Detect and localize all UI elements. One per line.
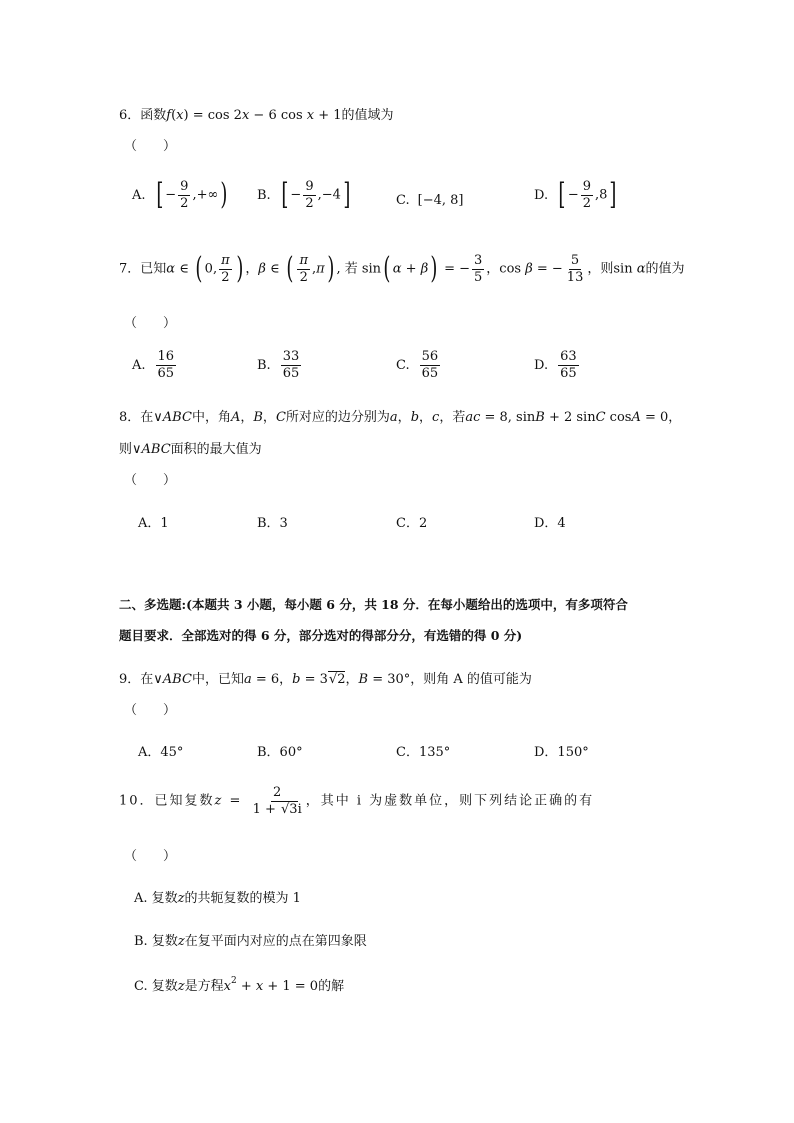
- q6-option-b[interactable]: B. [ − $\frac{9}{2}$ ,−4]: [257, 177, 351, 213]
- q10-option-a-label: A. 复数: [134, 891, 178, 906]
- q8-paren: （ ）: [124, 473, 177, 488]
- q7-option-d[interactable]: [534, 350, 581, 380]
- q6-option-c[interactable]: [396, 193, 463, 208]
- q7-option-a-num: 16: [157, 349, 175, 364]
- q8-stem-line2: 则∨ABC面积的最大值为: [119, 442, 262, 457]
- q6-paren: （ ）: [124, 139, 177, 154]
- q7-option-d-num: 63: [560, 349, 577, 364]
- q7-option-b-num: 33: [282, 349, 300, 364]
- q8-option-d[interactable]: D．4: [534, 516, 566, 531]
- q6-option-c-text: [−4, 8]: [417, 193, 464, 208]
- q7-tail2: 的值为: [645, 261, 685, 277]
- q7-option-c-label: C.: [396, 357, 410, 373]
- q10-option-c[interactable]: C. 复数z是方程$x^2 + x + 1 = 0$的解: [134, 976, 345, 994]
- q10-tail: ，其中 i 为虚数单位，则下列结论正确的有: [305, 793, 595, 809]
- q6-option-d[interactable]: D. [ − $\frac{9}{2}$ ,8]: [534, 177, 617, 213]
- section2-heading-line1: 二、多选题:(本题共 3 小题，每小题 6 分，共 18 分．在每小题给出的选项中，有多项符合: [119, 597, 628, 612]
- q10-option-a-text: 的共轭复数的模为 1: [184, 891, 301, 906]
- q9-label: 9．在: [119, 672, 154, 687]
- q8-stem-line1: 8．在∨ABC中，角A，B，C所对应的边分别为a，b，c，若ac = 8, sinB + 2 sinC cosA = 0，: [119, 410, 682, 425]
- q9-option-b[interactable]: B．60°: [257, 745, 303, 760]
- q6-tail: 的值域为: [341, 108, 394, 123]
- q9-option-c[interactable]: C．135°: [396, 745, 451, 760]
- q10-option-b-label: B. 复数: [134, 934, 178, 949]
- section2-heading-line2: 题目要求．全部选对的得 6 分，部分选对的得部分分，有选错的得 0 分): [119, 628, 523, 643]
- q8-option-b[interactable]: B．3: [257, 516, 288, 531]
- q8-label: 8．在: [119, 410, 154, 425]
- q7-tail: ，则: [587, 261, 614, 277]
- q10-stem: 10．已知复数z = $\frac{2}{1 + √3i}$ ，其中 i 为虚数单位，则下列结论正确的有: [119, 785, 595, 817]
- q7-option-b[interactable]: [257, 350, 303, 380]
- q10-option-b-text: 在复平面内对应的点在第四象限: [184, 934, 367, 949]
- q7-option-a-label: A.: [132, 357, 146, 373]
- q10-option-b[interactable]: B. 复数z在复平面内对应的点在第四象限: [134, 934, 367, 949]
- q6-option-b-label: B.: [257, 187, 271, 203]
- q6-option-c-label: C.: [396, 193, 410, 208]
- q10-option-c-text: 是方程: [184, 979, 224, 994]
- q8-text-f: 面积的最大值为: [170, 442, 262, 457]
- q8-text-b: 中，角: [191, 410, 231, 425]
- q9-paren: （ ）: [124, 703, 177, 718]
- q7-option-b-label: B.: [257, 357, 271, 373]
- q10-option-c-label: C. 复数: [134, 979, 178, 994]
- q6-option-a-label: A.: [132, 187, 146, 203]
- q8-option-c[interactable]: C．2: [396, 516, 428, 531]
- q6-label: 6．函数: [119, 108, 167, 123]
- q8-text-d: ，若: [439, 410, 466, 425]
- q7-stem: 7．已知α ∈ ( 0, $\frac{\pi}{2}$ ) ，β ∈ ( $\frac{\pi}{2}$ ,π) , 若 sin( α + β) = − $\frac{3}{5}$ ，cos β = − $\frac{5}{13}$ ，则sin α的值为: [119, 251, 685, 287]
- q9-tail: ，则角 A 的值可能为: [410, 672, 532, 687]
- q10-paren: （ ）: [124, 849, 177, 864]
- q10-option-c-text2: 的解: [318, 979, 345, 994]
- q7-option-c-num: 56: [421, 349, 439, 364]
- q7-option-b-den: 65: [282, 365, 300, 381]
- q10-label: 10．已知复数: [119, 793, 215, 809]
- q9-option-d[interactable]: D．150°: [534, 745, 589, 760]
- q6-formula: f: [166, 108, 172, 123]
- q7-paren: （ ）: [124, 316, 177, 331]
- q7-option-d-label: D.: [534, 357, 549, 373]
- q9-stem: 9．在∨ABC中，已知a = 6，b = 3√2，B = 30°，则角 A 的值可能为: [119, 672, 532, 687]
- q7-option-c-den: 65: [421, 365, 439, 381]
- q7-option-a[interactable]: [132, 350, 178, 380]
- q7-option-c[interactable]: [396, 350, 442, 380]
- q8-option-a[interactable]: A．1: [138, 516, 169, 531]
- q8-text-e: 则: [119, 442, 133, 457]
- q6-stem: 6．函数f(x) = cos 2x − 6 cos x + 1的值域为: [119, 108, 394, 123]
- q6-option-a[interactable]: A. [ − $\frac{9}{2}$ ,+∞): [132, 177, 228, 213]
- q7-label: 7．已知: [119, 261, 167, 277]
- q8-text-c: 所对应的边分别为: [285, 410, 390, 425]
- q7-option-d-den: 65: [560, 365, 577, 381]
- q7-option-a-den: 65: [157, 365, 175, 381]
- q9-option-a[interactable]: A．45°: [138, 745, 184, 760]
- q6-option-d-label: D.: [534, 187, 549, 203]
- q9-mid: 中，已知: [191, 672, 244, 687]
- q10-option-a[interactable]: A. 复数z的共轭复数的模为 1: [134, 891, 301, 906]
